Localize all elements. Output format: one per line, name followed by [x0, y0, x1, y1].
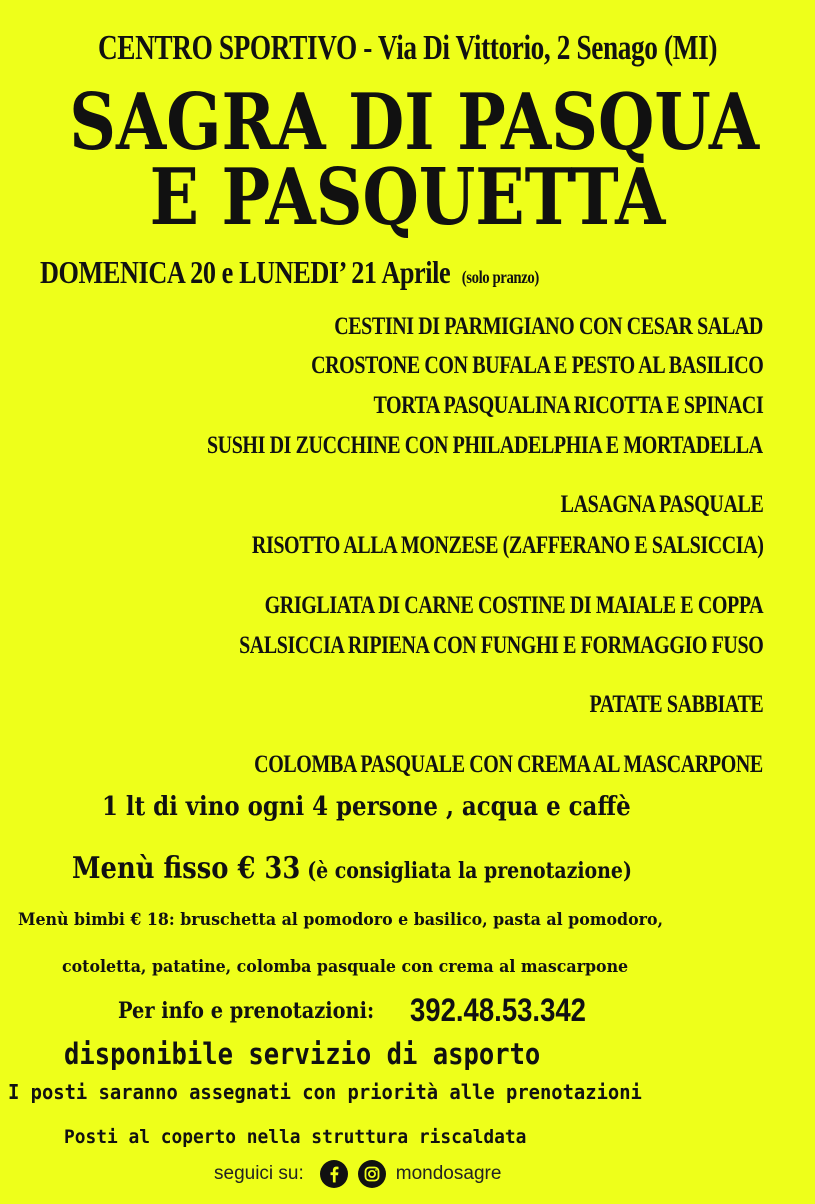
menu-starter: CESTINI DI PARMIGIANO CON CESAR SALAD [334, 313, 763, 340]
instagram-icon[interactable] [358, 1160, 386, 1188]
kids-menu-line-1: Menù bimbi € 18: bruschetta al pomodoro e basilico, pasta al pomodoro, [18, 910, 663, 930]
facebook-icon[interactable] [320, 1160, 348, 1188]
event-dates-text: DOMENICA 20 e LUNEDI’ 21 Aprile [40, 254, 451, 290]
menu-first-course: RISOTTO ALLA MONZESE (ZAFFERANO E SALSICCIA) [251, 532, 763, 559]
social-follow [214, 1158, 501, 1190]
fixed-menu-note: (è consigliata la prenotazione) [307, 858, 632, 884]
social-handle: mondosagre [395, 1163, 502, 1184]
event-dates [40, 256, 539, 288]
social-label: seguici su: [214, 1163, 304, 1184]
menu-drinks: 1 lt di vino ogni 4 persone , acqua e caffè [102, 792, 631, 822]
menu-starter: SUSHI DI ZUCCHINE CON PHILADELPHIA E MORTADELLA [207, 432, 763, 459]
kids-menu-line-2: cotoletta, patatine, colomba pasquale con crema al mascarpone [62, 957, 629, 977]
menu-main-course: SALSICCIA RIPIENA CON FUNGHI E FORMAGGIO FUSO [238, 632, 763, 659]
menu-starter: TORTA PASQUALINA RICOTTA E SPINACI [373, 392, 763, 419]
menu-first-course: LASAGNA PASQUALE [560, 491, 763, 518]
menu-main-course: GRIGLIATA DI CARNE COSTINE DI MAIALE E COPPA [264, 592, 763, 619]
fixed-menu-price-text: Menù fisso € 33 [72, 851, 301, 886]
menu-side: PATATE SABBIATE [589, 691, 763, 718]
covered-seating-notice: Posti al coperto nella struttura riscaldata [64, 1126, 527, 1148]
event-title-line-1: SAGRA DI PASQUA [69, 77, 760, 168]
fixed-menu-price [72, 851, 632, 886]
info-label: Per info e prenotazioni: [118, 998, 375, 1024]
menu-starter: CROSTONE CON BUFALA E PESTO AL BASILICO [310, 352, 763, 379]
venue-address: CENTRO SPORTIVO - Via Di Vittorio, 2 Senago (MI) [97, 28, 718, 67]
event-dates-note: (solo pranzo) [461, 267, 539, 287]
event-title-line-2: E PASQUETTA [149, 152, 666, 243]
takeaway-notice: disponibile servizio di asporto [64, 1037, 541, 1071]
seating-priority-notice: I posti saranno assegnati con priorità alle prenotazioni [8, 1080, 642, 1104]
menu-dessert: COLOMBA PASQUALE CON CREMA AL MASCARPONE [254, 751, 763, 778]
phone-number: 392.48.53.342 [410, 992, 586, 1028]
